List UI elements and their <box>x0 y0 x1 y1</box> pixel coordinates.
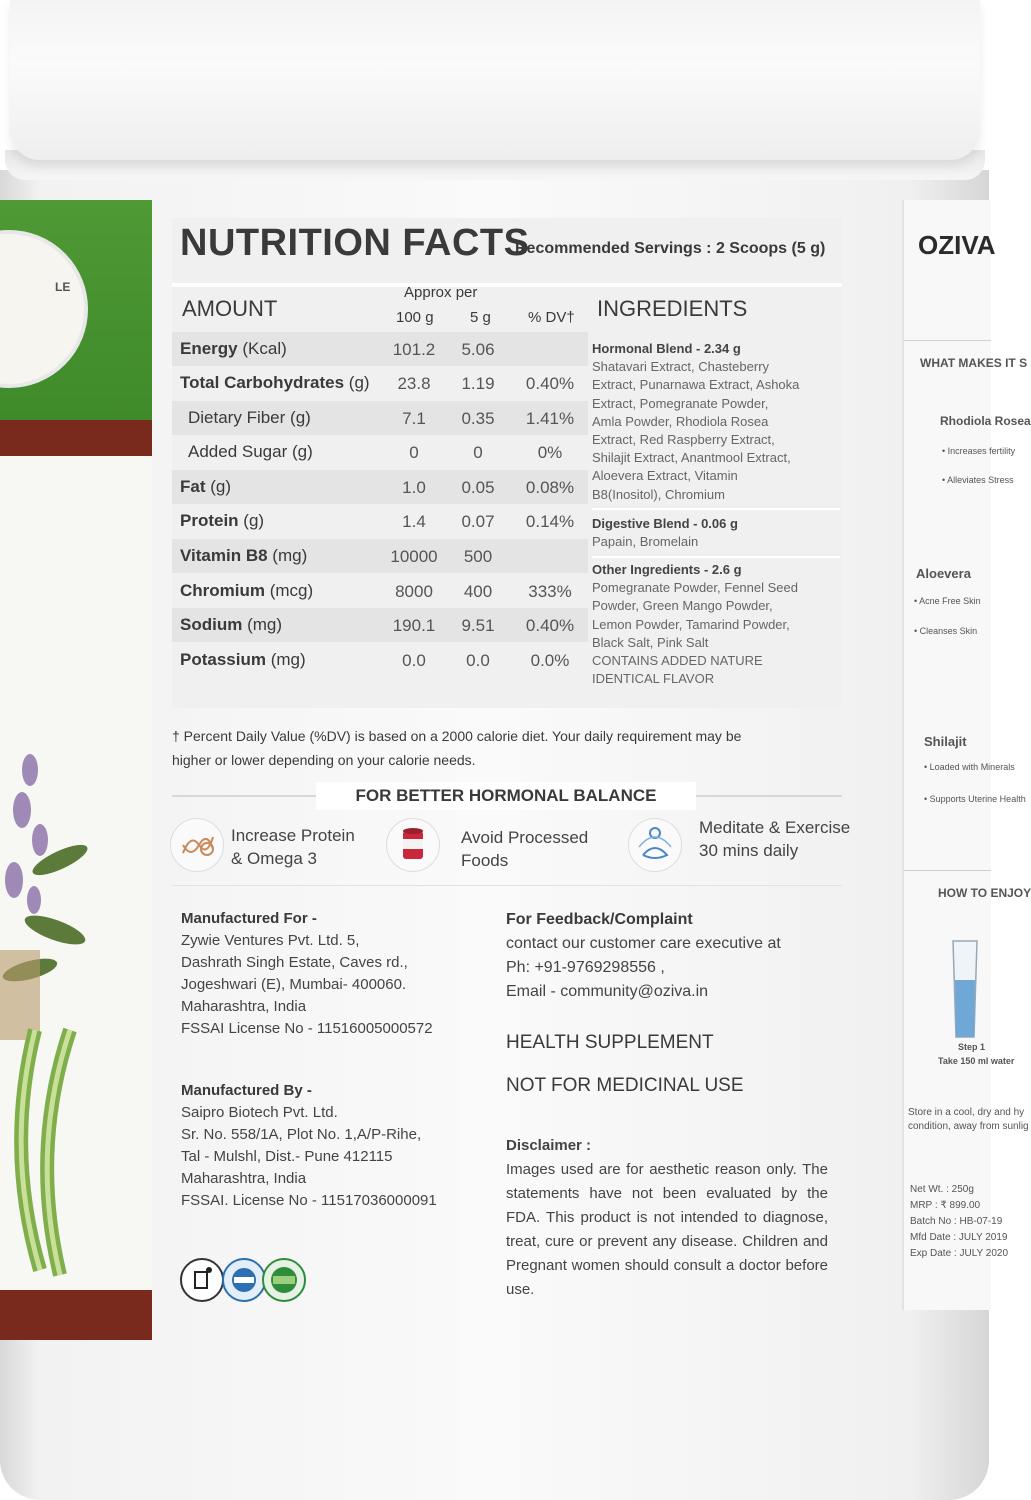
tin-can-icon <box>386 818 440 872</box>
col-100g-header: 100 g <box>396 309 434 326</box>
divider <box>172 283 842 287</box>
value-100g: 0 <box>409 443 419 462</box>
divider <box>592 508 840 510</box>
nutrient-name: Vitamin B8 (mg) <box>180 546 308 565</box>
nutrient-name: Fat (g) <box>180 477 232 496</box>
health-supplement-text: HEALTH SUPPLEMENT <box>506 1032 714 1053</box>
nutrient-name: Dietary Fiber (g) <box>188 408 311 427</box>
tip-processed <box>461 826 588 872</box>
text-line: Powder, Green Mango Powder, <box>592 598 773 614</box>
value-5g: 0.35 <box>461 409 495 428</box>
divider <box>904 870 991 871</box>
nutrition-row <box>172 574 588 608</box>
brown-bottom-band <box>0 1290 152 1340</box>
value-100g: 101.2 <box>392 340 436 359</box>
other-ingredients <box>592 561 840 688</box>
tip-line: Increase Protein <box>231 826 355 845</box>
value-dv: 0% <box>537 443 563 462</box>
right-label <box>902 200 1031 1310</box>
manufactured-by-title: Manufactured By - <box>181 1082 312 1099</box>
disclaimer-text: Images used are for aesthetic reason only. The statements have not been evaluated by the FDA. This product is not intended to diagnose, treat, cure or prevent any disease. Children and Pregnant women should consult a doctor before use. <box>506 1161 828 1298</box>
value-5g: 0.07 <box>461 512 495 531</box>
text-line: Jogeshwari (E), Mumbai- 400060. <box>181 976 407 993</box>
balance-title: FOR BETTER HORMONAL BALANCE <box>316 782 696 810</box>
batch-info <box>910 1182 1008 1262</box>
value-100g: 10000 <box>390 547 438 566</box>
text-line: Dashrath Singh Estate, Caves rd., <box>181 954 408 971</box>
storage-line: condition, away from sunlig <box>908 1121 1029 1132</box>
text-line: B8(Inositol), Chromium <box>592 486 725 502</box>
benefit-item: • Loaded with Minerals <box>924 762 1015 772</box>
divider <box>592 556 840 558</box>
tip-line: Avoid Processed <box>461 828 589 847</box>
value-5g: 0.05 <box>461 478 495 497</box>
left-label-art <box>0 200 152 1340</box>
value-5g: 1.19 <box>461 374 495 393</box>
step-desc: Take 150 ml water <box>938 1056 1015 1066</box>
value-dv: 0.0% <box>530 651 570 670</box>
brown-band <box>0 420 152 456</box>
manufactured-for <box>181 908 433 1040</box>
nutrition-row <box>172 401 588 435</box>
feedback-contact <box>506 932 781 1004</box>
nutrient-name: Protein (g) <box>180 511 265 530</box>
text-line: Amla Powder, Rhodiola Rosea <box>592 413 769 429</box>
rhodiola-heading: Rhodiola Rosea <box>940 414 1031 428</box>
nutrition-row <box>172 332 588 366</box>
tip-meditate <box>699 816 850 862</box>
serving-size: Recommended Servings : 2 Scoops (5 g) <box>515 240 826 257</box>
manufactured-by-address <box>181 1102 437 1212</box>
nutrition-row <box>172 539 588 573</box>
other-ingredients-list <box>592 579 840 688</box>
nutrition-title: NUTRITION FACTS <box>180 222 530 264</box>
hormonal-blend <box>592 340 840 504</box>
value-100g: 190.1 <box>392 616 436 635</box>
manufactured-for-address <box>181 930 433 1040</box>
nutrient-name: Chromium (mcg) <box>180 581 314 600</box>
text-line: CONTAINS ADDED NATURE <box>592 653 763 669</box>
shilajit-heading: Shilajit <box>924 734 967 749</box>
hormonal-blend-list <box>592 358 840 504</box>
net-wt-label: Net Wt. <box>910 1184 944 1195</box>
ingredients-title: INGREDIENTS <box>597 296 748 321</box>
value-dv: 0.08% <box>525 478 575 497</box>
text-line: Sr. No. 558/1A, Plot No. 1,A/P-Rihe, <box>181 1126 422 1143</box>
text-line: Zywie Ventures Pvt. Ltd. 5, <box>181 932 360 949</box>
mfd-label: Mfd Date <box>910 1232 951 1243</box>
text-line: Saipro Biotech Pvt. Ltd. <box>181 1104 338 1121</box>
amount-header: AMOUNT <box>182 296 278 321</box>
other-ingredients-heading: Other Ingredients - 2.6 g <box>592 562 742 577</box>
manufactured-by <box>181 1080 437 1212</box>
value-5g: 500 <box>463 547 493 566</box>
value-dv: 333% <box>528 582 572 601</box>
text-line: Maharashtra, India <box>181 998 307 1015</box>
text-line: FSSAI. License No - 11517036000091 <box>181 1192 437 1209</box>
brand-logo: OZIVA <box>918 230 996 260</box>
iso-badge-icon <box>222 1258 266 1302</box>
nutrition-row <box>172 435 588 469</box>
not-medicinal-text: NOT FOR MEDICINAL USE <box>506 1075 744 1096</box>
text-line: Extract, Punarnawa Extract, Ashoka <box>592 377 800 393</box>
text-line: IDENTICAL FLAVOR <box>592 671 715 687</box>
footnote-line: † Percent Daily Value (%DV) is based on a 2000 calorie diet. Your daily requirement may be <box>172 728 742 744</box>
meditation-icon <box>628 818 682 872</box>
value-100g: 8000 <box>395 582 433 601</box>
tip-line: Foods <box>461 851 509 870</box>
text-line: Email - community@oziva.in <box>506 983 709 1000</box>
nutrient-name: Potassium (mg) <box>180 650 306 669</box>
what-makes-heading: WHAT MAKES IT S <box>920 356 1028 370</box>
batch-no: : HB-07-19 <box>953 1216 1003 1227</box>
nutrition-row <box>172 366 588 400</box>
value-100g: 0.0 <box>402 651 426 670</box>
text-line: Tal - Mulshl, Dist.- Pune 412115 <box>181 1148 393 1165</box>
text-line: Pomegranate Powder, Fennel Seed <box>592 580 798 596</box>
how-to-heading: HOW TO ENJOY <box>938 886 1031 900</box>
text-line: contact our customer care executive at <box>506 935 781 952</box>
mrp: : ₹ 899.00 <box>934 1200 981 1211</box>
text-line: Maharashtra, India <box>181 1170 307 1187</box>
benefit-item: • Alleviates Stress <box>942 475 1014 485</box>
storage-text <box>908 1106 1029 1134</box>
divider <box>172 885 842 886</box>
digestive-blend-heading: Digestive Blend - 0.06 g <box>592 516 738 531</box>
exp-label: Exp Date <box>910 1248 952 1259</box>
digestive-blend-list <box>592 533 840 551</box>
storage-line: Store in a cool, dry and hy <box>908 1107 1025 1118</box>
text-line: Extract, Pomegranate Powder, <box>592 395 769 411</box>
tip-line: 30 mins daily <box>699 841 799 860</box>
text-line: Shilajit Extract, Anantmool Extract, <box>592 450 791 466</box>
value-dv: 0.40% <box>525 616 575 635</box>
nutrition-row <box>172 504 588 538</box>
recycle-bin-icon <box>180 1258 224 1302</box>
value-100g: 1.0 <box>402 478 426 497</box>
text-line: Aloevera Extract, Vitamin <box>592 468 738 484</box>
value-5g: 0.0 <box>466 651 490 670</box>
gmp-badge-icon <box>262 1258 306 1302</box>
digestive-blend <box>592 515 840 551</box>
dna-icon <box>170 818 224 872</box>
manufactured-for-title: Manufactured For - <box>181 910 317 927</box>
hormonal-blend-heading: Hormonal Blend - 2.34 g <box>592 341 741 356</box>
value-100g: 1.4 <box>402 512 426 531</box>
dv-footnote <box>172 724 812 772</box>
text-line: Black Salt, Pink Salt <box>592 634 709 650</box>
mfd-date: : JULY 2019 <box>953 1232 1008 1243</box>
nutrition-row <box>172 643 588 677</box>
value-100g: 23.8 <box>397 374 431 393</box>
value-dv: 0.14% <box>525 512 575 531</box>
benefit-item: • Cleanses Skin <box>914 626 978 636</box>
disclaimer-title: Disclaimer : <box>506 1137 592 1154</box>
net-wt: : 250g <box>946 1184 974 1195</box>
nutrient-name: Added Sugar (g) <box>188 442 313 461</box>
footnote-line: higher or lower depending on your calorie needs. <box>172 752 476 768</box>
nutrient-name: Sodium (mg) <box>180 615 283 634</box>
benefit-item: • Increases fertility <box>942 446 1016 456</box>
herbs-illustration-icon <box>0 730 152 1290</box>
seal-text: LE <box>55 280 71 294</box>
disclaimer <box>506 1134 828 1302</box>
value-dv: 0.40% <box>525 374 575 393</box>
jar-lid <box>10 0 980 160</box>
approx-header: Approx per <box>404 284 478 301</box>
col-dv-header: % DV† <box>528 309 575 326</box>
nutrition-row <box>172 608 588 642</box>
text-line: Shatavari Extract, Chasteberry <box>592 359 770 375</box>
benefit-item: • Acne Free Skin <box>914 596 981 606</box>
value-dv: 1.41% <box>525 409 575 428</box>
text-line: Papain, Bromelain <box>592 534 699 550</box>
feedback-block <box>506 908 781 1004</box>
water-glass-icon <box>952 940 978 1038</box>
nutrient-name: Energy (Kcal) <box>180 339 287 358</box>
text-line: Ph: +91-9769298556 , <box>506 959 665 976</box>
batch-label: Batch No <box>910 1216 952 1227</box>
text-line: Extract, Red Raspberry Extract, <box>592 432 775 448</box>
tip-line: Meditate & Exercise <box>699 818 851 837</box>
nutrition-row <box>172 470 588 504</box>
value-5g: 400 <box>463 582 493 601</box>
benefit-item: • Supports Uterine Health <box>924 794 1026 804</box>
value-100g: 7.1 <box>402 409 426 428</box>
col-5g-header: 5 g <box>470 309 491 326</box>
text-line: Lemon Powder, Tamarind Powder, <box>592 616 790 632</box>
tip-protein <box>231 824 355 870</box>
value-5g: 9.51 <box>461 616 495 635</box>
divider <box>904 340 991 341</box>
step-label: Step 1 <box>958 1042 986 1052</box>
mrp-label: MRP <box>910 1200 933 1211</box>
feedback-title: For Feedback/Complaint <box>506 911 693 928</box>
exp-date: : JULY 2020 <box>953 1248 1009 1259</box>
aloevera-heading: Aloevera <box>916 566 971 581</box>
text-line: FSSAI License No - 11516005000572 <box>181 1020 433 1037</box>
value-5g: 5.06 <box>461 340 495 359</box>
tip-line: & Omega 3 <box>231 849 317 868</box>
value-5g: 0 <box>473 443 483 462</box>
nutrient-name: Total Carbohydrates (g) <box>180 373 370 392</box>
